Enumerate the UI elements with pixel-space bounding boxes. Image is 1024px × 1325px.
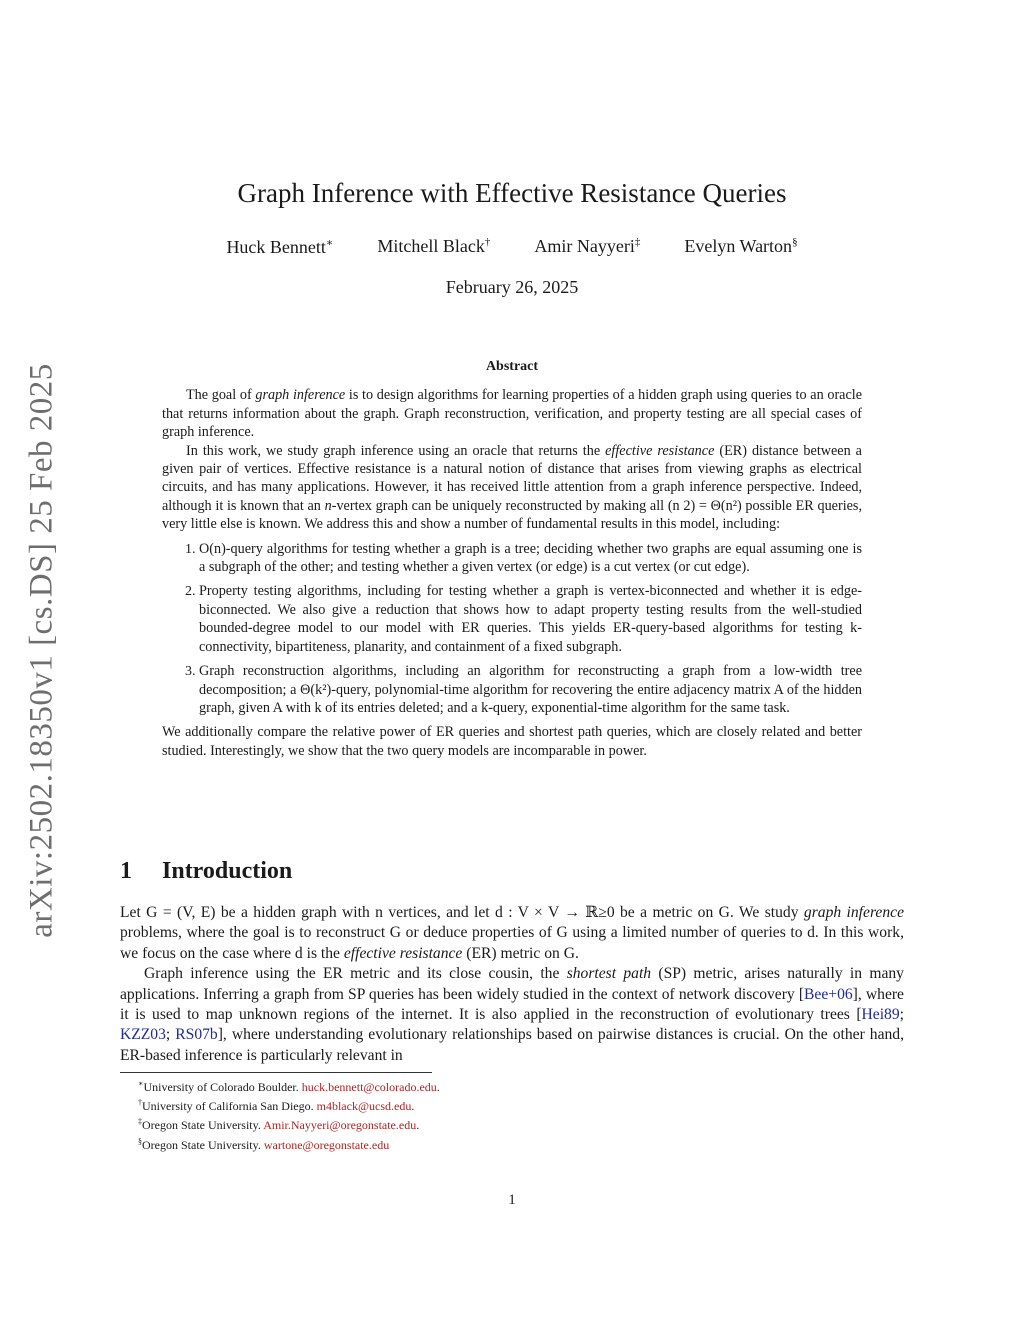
arxiv-stamp-text: arXiv:2502.18350v1 [cs.DS] 25 Feb 2025: [23, 362, 60, 938]
email-link[interactable]: m4black@ucsd.edu: [316, 1099, 412, 1114]
author: Evelyn Warton§: [684, 236, 798, 256]
footnote-rule: [120, 1072, 432, 1073]
citation-link[interactable]: Hei89: [861, 1006, 900, 1024]
abstract-heading: Abstract: [485, 359, 539, 374]
author-list: [0, 236, 1024, 258]
arxiv-stamp: [18, 360, 66, 940]
footnote: ‡Oregon State University. Amir.Nayyeri@oregonstate.edu.: [138, 1117, 420, 1133]
citation-link[interactable]: Bee+06: [804, 985, 853, 1003]
abstract-paragraph: The goal of graph inference is to design algorithms for learning properties of a hidden graph using queries to an oracle that returns information about the graph. Graph reconstruction, verification, and property testing are all special cases of graph inference.: [162, 387, 862, 441]
author: Mitchell Black†: [377, 236, 491, 256]
list-item: 3. Graph reconstruction algorithms, including an algorithm for reconstructing a graph from a low-width tree decomposition; a Θ(k²)-query, polynomial-time algorithm for recovering the entire adjacency matrix A of the hidden graph, given A with k of its entries deleted; and a k-query, exponential-time algorithm for the same task.: [199, 662, 862, 717]
author: Huck Bennett∗: [226, 237, 334, 257]
footnote: §Oregon State University. wartone@oregonstate.edu: [138, 1136, 390, 1152]
abstract-paragraph: In this work, we study graph inference using an oracle that returns the effective resistance (ER) distance between a given pair of vertices. Effective resistance is a natural notion of distance that arises from viewing graphs as electrical circuits, and has many applications. However, it has received little attention from a graph inference perspective. Indeed, although it is known that an n-vertex graph can be uniquely reconstructed by making all (n 2) = Θ(n²) possible ER queries, very little else is known. We address this and show a number of fundamental results in this model, including:: [162, 442, 862, 533]
author: Amir Nayyeri‡: [534, 236, 641, 256]
footnote: ∗University of Colorado Boulder. huck.bennett@colorado.edu.: [138, 1079, 440, 1094]
list-item: 1. O(n)-query algorithms for testing whether a graph is a tree; deciding whether two graphs are equal assuming one is a subgraph of the other; and testing whether a given vertex (or edge) is a cut vertex (or cut edge).: [199, 540, 862, 577]
section-heading: 1 Introduction: [120, 858, 293, 884]
abstract: [162, 358, 862, 760]
paper-date: February 26, 2025: [445, 277, 579, 297]
email-link[interactable]: wartone@oregonstate.edu: [263, 1137, 390, 1152]
citation-link[interactable]: RS07b: [175, 1026, 218, 1044]
email-link[interactable]: huck.bennett@colorado.edu: [301, 1080, 437, 1094]
body-paragraph: Let G = (V, E) be a hidden graph with n vertices, and let d : V × V → ℝ≥0 be a metric on G. We study graph inference problems, where the goal is to reconstruct G or deduce properties of G using a limited number of queries to d. In this work, we focus on the case where d is the effective resistance (ER) metric on G.: [120, 904, 904, 962]
results-list: [162, 540, 862, 718]
footnote: †University of California San Diego. m4black@ucsd.edu.: [138, 1098, 415, 1114]
footnotes: [138, 1076, 898, 1153]
page-number: 1: [508, 1192, 516, 1208]
body-paragraph: Graph inference using the ER metric and its close cousin, the shortest path (SP) metric, arises naturally in many applications. Inferring a graph from SP queries has been widely studied in the context of network discovery [Bee+06], where it is used to map unknown regions of the internet. It is also applied in the reconstruction of evolutionary trees [Hei89; KZZ03; RS07b], where understanding evolutionary relationships based on pairwise distances is crucial. On the other hand, ER-based inference is particularly relevant in: [120, 965, 904, 1064]
email-link[interactable]: Amir.Nayyeri@oregonstate.edu: [263, 1118, 417, 1133]
abstract-paragraph: We additionally compare the relative power of ER queries and shortest path queries, which are closely related and better studied. Interestingly, we show that the two query models are incomparable in power.: [162, 724, 862, 759]
citation-link[interactable]: KZZ03: [120, 1026, 166, 1044]
intro-body: [120, 903, 904, 1066]
list-item: 2. Property testing algorithms, including for testing whether a graph is vertex-biconnected and whether it is edge-biconnected. We also give a reduction that shows how to adapt property testing results from the well-studied bounded-degree model to our model with ER queries. This yields ER-query-based algorithms for testing k-connectivity, bipartiteness, planarity, and containment of a fixed subgraph.: [199, 582, 862, 656]
paper-title: Graph Inference with Effective Resistance Queries: [237, 178, 787, 208]
